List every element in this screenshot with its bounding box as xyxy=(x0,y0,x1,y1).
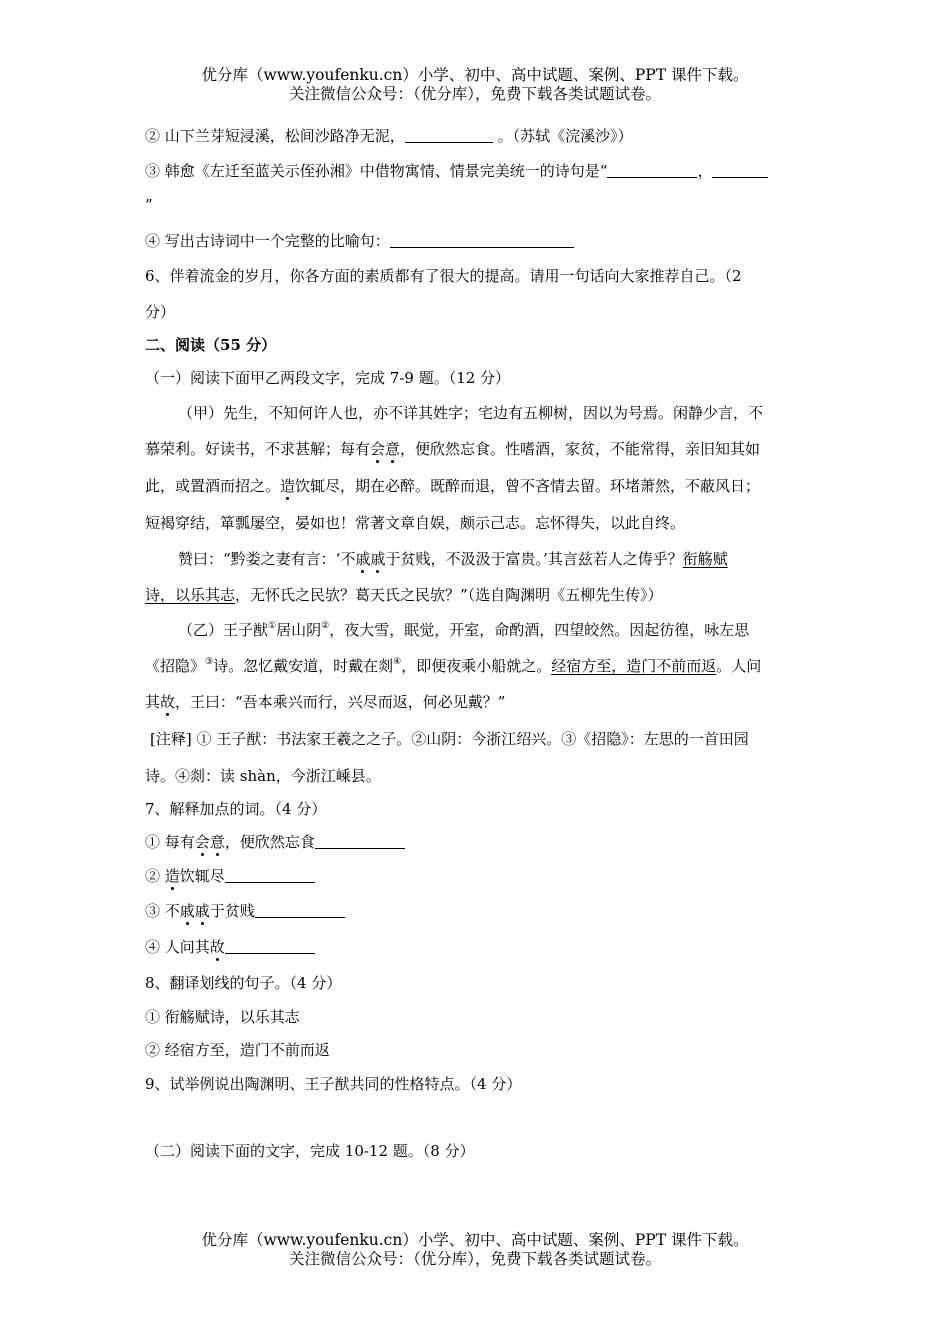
jia-line-5-a: 赞曰：“黔娄之妻有言：‘不 xyxy=(178,550,356,568)
jia-line-5-b: 于贫贱，不汲汲于富贵。’其言兹若人之俦乎？ xyxy=(385,550,683,568)
q7-item-3-a: ③ 不 xyxy=(145,902,180,920)
dotted-char: 意 xyxy=(209,833,225,851)
footnote-marker-2: ② xyxy=(321,621,330,631)
yi-line-3-a: 其 xyxy=(145,693,161,711)
yi-line-2-d: 。人问 xyxy=(716,657,762,675)
footer-line-2: 关注微信公众号：（优分库），免费下载各类试题试卷。 xyxy=(288,1250,661,1268)
jia-line-1: （甲）先生，不知何许人也，亦不详其姓字；宅边有五柳树，因以为号焉。闲静少言，不 xyxy=(178,404,764,422)
q7-item-1-blank[interactable] xyxy=(315,833,405,849)
q5-item-3 xyxy=(145,161,768,181)
q7-item-2-b: 饮辄尽 xyxy=(179,867,225,885)
q7-item-2-a: ② xyxy=(145,867,165,885)
section-2-title: 二、阅读（55 分） xyxy=(145,336,277,354)
q7-item-4-blank[interactable] xyxy=(225,938,315,954)
q7-item-3 xyxy=(145,901,345,921)
yi-line-2-c: ，即便夜乘小船就之。 xyxy=(401,657,552,675)
q6-line-2: 分） xyxy=(145,303,176,321)
q5-item-4 xyxy=(145,231,574,251)
jia-line-6 xyxy=(145,585,663,605)
dotted-char: 故 xyxy=(160,693,176,711)
dotted-char: 戚 xyxy=(179,902,195,920)
yi-line-2 xyxy=(145,656,761,676)
q7-item-2 xyxy=(145,866,315,886)
q5-item-3-text: ③ 韩愈《左迁至蓝关示侄孙湘》中借物寓情、情景完美统一的诗句是“ xyxy=(145,162,608,180)
dotted-char: 故 xyxy=(209,938,225,956)
q7-item-2-blank[interactable] xyxy=(225,867,315,883)
q7-item-1 xyxy=(145,832,405,852)
q8-item-1: ① 衔觞赋诗，以乐其志 xyxy=(145,1008,300,1026)
jia-line-3-a: 此，或置酒而招之。 xyxy=(145,477,281,495)
q8-title: 8、翻译划线的句子。（4 分） xyxy=(145,974,342,992)
q5-item-3-close-quote: ” xyxy=(145,196,153,214)
dotted-char: 戚 xyxy=(194,902,210,920)
yi-line-1-b: 居山阴 xyxy=(276,621,322,639)
q5-item-3-blank-1[interactable] xyxy=(607,162,697,178)
underlined-sentence-1-part-b: 诗，以乐其志 xyxy=(145,586,236,604)
yi-line-1-c: ，夜大雪，眠觉，开室，命酌酒，四望皎然。因起彷徨，咏左思 xyxy=(329,621,750,639)
dotted-char: 戚 xyxy=(355,550,371,568)
dotted-char: 戚 xyxy=(370,550,386,568)
footnote-marker-4: ④ xyxy=(393,657,402,667)
q5-item-3-blank-2[interactable] xyxy=(712,162,768,178)
jia-line-2-a: 慕荣利。好读书，不求甚解；每有 xyxy=(145,440,371,458)
q7-item-4 xyxy=(145,937,315,957)
q5-item-2-source: 。（苏轼《浣溪沙》） xyxy=(497,127,633,145)
q7-item-1-b: ，便欣然忘食 xyxy=(224,833,315,851)
q8-item-2: ② 经宿方至，造门不前而返 xyxy=(145,1041,330,1059)
dotted-char: 意 xyxy=(385,440,401,458)
footnote-marker-1: ① xyxy=(268,621,277,631)
q7-item-1-a: ① 每有 xyxy=(145,833,195,851)
q5-item-4-text: ④ 写出古诗词中一个完整的比喻句： xyxy=(145,232,390,250)
yi-line-1-a: （乙）王子猷 xyxy=(178,621,269,639)
jia-line-2 xyxy=(145,439,760,459)
q6-line-1: 6、伴着流金的岁月，你各方面的素质都有了很大的提高。请用一句话向大家推荐自己。（2 xyxy=(145,267,742,285)
dotted-char: 造 xyxy=(280,477,296,495)
q7-item-4-a: ④ 人问其 xyxy=(145,938,210,956)
q7-title: 7、解释加点的词。（4 分） xyxy=(145,800,327,818)
q5-item-2-text: ② 山下兰芽短浸溪，松间沙路净无泥， xyxy=(145,127,405,145)
yi-line-3-b: ，王曰：“吾本乘兴而行，兴尽而返，何必见戴？” xyxy=(175,693,506,711)
note-line-1: [注释] ① 王子猷：书法家王羲之之子。②山阴：今浙江绍兴。③《招隐》：左思的一首田园 xyxy=(150,730,749,748)
jia-line-4: 短褐穿结，箪瓢屡空，晏如也！常著文章自娱，颇示己志。忘怀得失，以此自终。 xyxy=(145,514,686,532)
q5-item-2-blank[interactable] xyxy=(405,127,493,143)
dotted-char: 会 xyxy=(194,833,210,851)
note-line-2: 诗。④剡：读 shàn，今浙江嵊县。 xyxy=(145,767,381,785)
jia-line-3-b: 饮辄尽，期在必醉。既醉而退，曾不吝情去留。环堵萧然，不蔽风日； xyxy=(295,477,761,495)
jia-line-2-b: ，便欣然忘食。性嗜酒，家贫，不能常得，亲旧知其如 xyxy=(400,440,761,458)
dotted-char: 会 xyxy=(370,440,386,458)
yi-line-2-a: 《招隐》 xyxy=(145,657,206,675)
header-line-1: 优分库（www.youfenku.cn）小学、初中、高中试题、案例、PPT 课件下载。 xyxy=(201,66,749,84)
header-line-2: 关注微信公众号：（优分库），免费下载各类试题试卷。 xyxy=(288,85,661,103)
jia-line-5 xyxy=(178,549,728,569)
page-header xyxy=(0,66,950,104)
part-2-intro: （二）阅读下面的文字，完成 10-12 题。（8 分） xyxy=(145,1142,475,1160)
q5-item-3-comma: ， xyxy=(697,162,713,180)
page-footer xyxy=(0,1231,950,1269)
q5-item-2 xyxy=(145,126,633,146)
jia-line-6-b: ，无怀氏之民欤？葛天氏之民欤？”（选自陶渊明《五柳先生传》） xyxy=(235,586,663,604)
yi-line-3 xyxy=(145,692,505,712)
q5-item-4-blank[interactable] xyxy=(390,232,574,248)
q7-item-3-b: 于贫贱 xyxy=(209,902,255,920)
jia-line-3 xyxy=(145,476,760,496)
underlined-sentence-2: 经宿方至，造门不前而返 xyxy=(551,657,717,675)
footnote-marker-3: ③ xyxy=(205,657,214,667)
q7-item-3-blank[interactable] xyxy=(255,902,345,918)
underlined-sentence-1-part-a: 衔觞赋 xyxy=(682,550,728,568)
part-1-intro: （一）阅读下面甲乙两段文字，完成 7-9 题。（12 分） xyxy=(145,369,511,387)
yi-line-2-b: 诗。忽忆戴安道，时戴在剡 xyxy=(213,657,394,675)
q9-title: 9、试举例说出陶渊明、王子猷共同的性格特点。（4 分） xyxy=(145,1075,522,1093)
footer-line-1: 优分库（www.youfenku.cn）小学、初中、高中试题、案例、PPT 课件下载。 xyxy=(201,1231,749,1249)
dotted-char: 造 xyxy=(164,867,180,885)
yi-line-1 xyxy=(178,620,749,640)
